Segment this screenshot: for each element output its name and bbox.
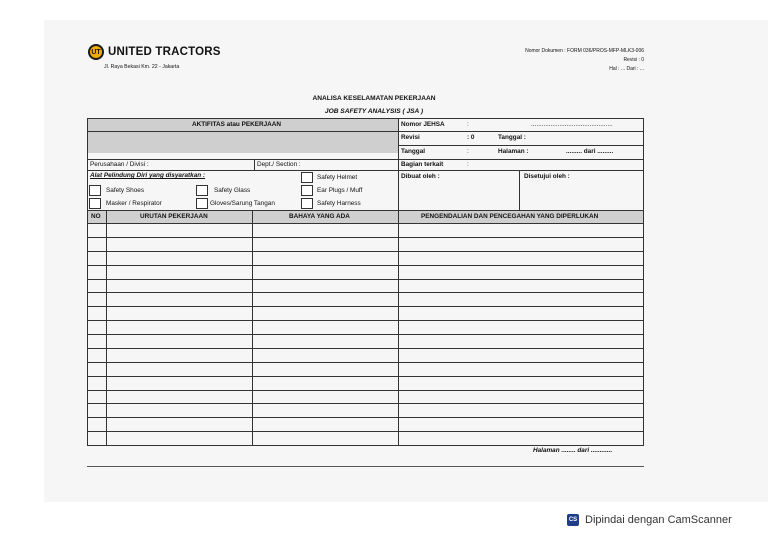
col-pengendalian-header: PENGENDALIAN DAN PENCEGAHAN YANG DIPERLUKAN xyxy=(421,213,599,220)
form-subtitle: JOB SAFETY ANALYSIS ( JSA ) xyxy=(324,108,424,115)
col-no-header: NO xyxy=(91,213,101,220)
table-row xyxy=(88,334,643,335)
tanggal-label: Tanggal xyxy=(401,148,426,155)
tanggal-field-top[interactable]: Tanggal : xyxy=(498,134,526,141)
table-row xyxy=(88,376,643,377)
form-title: ANALISA KESELAMATAN PEKERJAAN xyxy=(312,95,436,102)
revisi-value: : 0 xyxy=(467,134,475,141)
ear-plugs-checkbox[interactable] xyxy=(301,185,313,196)
company-name: UNITED TRACTORS xyxy=(108,46,221,58)
col-urutan-header: URUTAN PEKERJAAN xyxy=(140,213,208,220)
table-row xyxy=(88,237,643,238)
safety-helmet-label: Safety Helmet xyxy=(317,174,358,181)
colon-1: : xyxy=(467,121,469,128)
table-row xyxy=(88,417,643,418)
colon-3: : xyxy=(467,148,469,155)
table-row xyxy=(88,292,643,293)
gloves-label: Gloves/Sarung Tangan xyxy=(210,200,275,207)
dibuat-oleh-label: Dibuat oleh : xyxy=(401,173,440,180)
doc-number: Nomor Dokumen : FORM 036/PROS-MFP-MLK3-006 xyxy=(525,48,644,54)
table-row xyxy=(88,362,643,363)
table-row xyxy=(88,279,643,280)
table-row xyxy=(88,265,643,266)
table-row xyxy=(88,348,643,349)
safety-harness-label: Safety Harness xyxy=(317,200,361,207)
ear-plugs-label: Ear Plugs / Muff xyxy=(317,187,363,194)
safety-glass-label: Safety Glass xyxy=(214,187,251,194)
activity-label: AKTIFITAS atau PEKERJAAN xyxy=(192,121,282,128)
bottom-rule xyxy=(87,466,644,467)
halaman-field[interactable]: Halaman : xyxy=(498,148,529,155)
doc-revision: Revisi : 0 xyxy=(623,57,644,63)
doc-page: Hal : ... Dari : ... xyxy=(609,66,644,72)
apd-label: Alat Pelindung Diri yang disyaratkan : xyxy=(90,172,206,179)
safety-glass-checkbox[interactable] xyxy=(196,185,208,196)
safety-shoes-checkbox[interactable] xyxy=(89,185,101,196)
document-meta xyxy=(525,47,644,74)
company-division-label: Perusahaan / Divisi : xyxy=(90,161,149,168)
table-row xyxy=(88,251,643,252)
revisi-label: Revisi xyxy=(401,134,420,141)
dept-section-label: Dept./ Section : xyxy=(257,161,301,168)
masker-label: Masker / Respirator xyxy=(106,200,162,207)
table-row xyxy=(88,403,643,404)
safety-shoes-label: Safety Shoes xyxy=(106,187,145,194)
safety-harness-checkbox[interactable] xyxy=(301,198,313,209)
jsa-form xyxy=(87,118,644,446)
footer-page-count: Halaman ........ dari ............ xyxy=(533,447,613,454)
nomor-jehsa-field[interactable]: .............................................. xyxy=(531,121,613,128)
table-row xyxy=(88,390,643,391)
nomor-jehsa-label: Nomor JEHSA xyxy=(401,121,445,128)
bagian-terkait-label: Bagian terkait xyxy=(401,161,444,168)
gloves-checkbox[interactable] xyxy=(196,198,208,209)
camscanner-text: Dipindai dengan CamScanner xyxy=(585,514,732,526)
masker-checkbox[interactable] xyxy=(89,198,101,209)
col-bahaya-header: BAHAYA YANG ADA xyxy=(289,213,350,220)
company-address: Jl. Raya Bekasi Km. 22 - Jakarta xyxy=(104,64,180,70)
table-row xyxy=(88,306,643,307)
ut-logo-icon: UT xyxy=(88,44,104,60)
camscanner-icon: CS xyxy=(567,514,579,526)
company-logo xyxy=(88,44,221,60)
camscanner-watermark xyxy=(567,514,732,526)
dari-field[interactable]: ......... dari ......... xyxy=(566,148,614,155)
colon-4: : xyxy=(467,161,469,168)
disetujui-oleh-label: Disetujui oleh : xyxy=(524,173,570,180)
safety-helmet-checkbox[interactable] xyxy=(301,172,313,183)
table-row xyxy=(88,431,643,432)
table-row xyxy=(88,320,643,321)
